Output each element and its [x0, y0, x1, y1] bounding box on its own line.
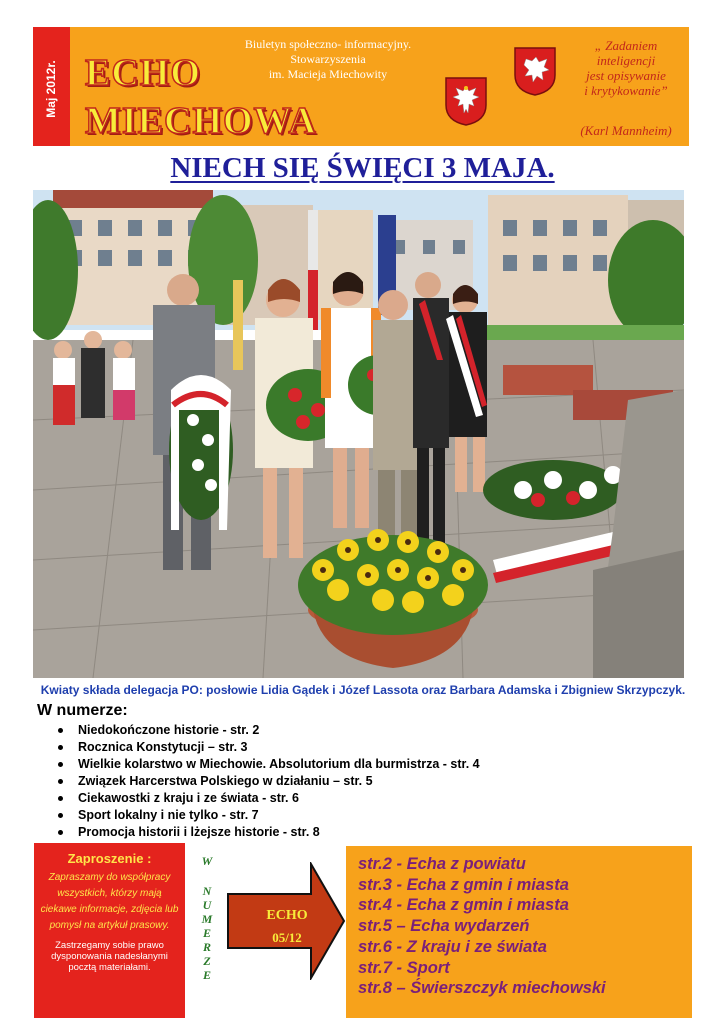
bulletin-subtitle: [223, 37, 433, 82]
invitation-title-suffix: :: [143, 851, 152, 866]
arrow-issue-number: 05/12: [272, 930, 302, 945]
bulletin-line: Biuletyn społeczno- informacyjny.: [244, 37, 412, 51]
index-item: str.7 - Sport: [358, 958, 450, 977]
vertical-letter: W: [201, 854, 213, 868]
vertical-letter: Z: [203, 954, 211, 968]
index-item: str.4 - Echa z gmin i miasta: [358, 896, 569, 915]
list-item: Promocja historii i lżejsze historie - str. 8: [58, 824, 480, 841]
poland-eagle-crest-icon: [443, 75, 489, 127]
vertical-letter: R: [202, 940, 211, 954]
logo-echo: ECHO: [85, 52, 201, 94]
vertical-letter: E: [202, 968, 211, 982]
vertical-letter: M: [201, 912, 213, 926]
issue-date: Maj 2012r.: [44, 60, 58, 118]
vertical-letter: U: [202, 898, 212, 912]
list-item: Rocznica Konstytucji – str. 3: [58, 739, 480, 756]
bulletin-line: Stowarzyszenia: [290, 52, 366, 66]
vertical-letter: E: [202, 926, 211, 940]
headline-text: NIECH SIĘ ŚWIĘCI 3 MAJA.: [170, 152, 555, 184]
contents-title: W numerze:: [37, 702, 128, 719]
motto-quote: [566, 38, 686, 98]
ceremony-photo: [33, 190, 684, 678]
vertical-letter: N: [202, 884, 212, 898]
list-item: Niedokończone historie - str. 2: [58, 722, 480, 739]
date-strip: [33, 27, 70, 146]
index-item: str.5 – Echa wydarzeń: [358, 917, 530, 936]
vertical-label: [200, 854, 214, 982]
quote-author: (Karl Mannheim): [580, 123, 672, 138]
headline: [0, 152, 725, 185]
list-item: Związek Harcerstwa Polskiego w działaniu – str. 5: [58, 773, 480, 790]
quote-line: „ Zadaniem: [594, 38, 658, 53]
quote-line: jest opisywanie: [586, 68, 666, 83]
index-item: str.6 - Z kraju i ze świata: [358, 937, 547, 956]
invitation-title: [40, 851, 179, 866]
index-item: str.3 - Echa z gmin i miasta: [358, 875, 569, 894]
contents-list: [58, 722, 480, 841]
quote-line: inteligencji: [596, 53, 656, 68]
index-item: str.2 - Echa z powiatu: [358, 855, 526, 873]
arrow-echo-label: ECHO: [266, 908, 308, 923]
invitation-title-text: Zaproszenie: [67, 851, 144, 866]
list-item: Sport lokalny i nie tylko - str. 7: [58, 807, 480, 824]
photo-caption: Kwiaty składa delegacja PO: posłowie Lidia Gądek i Józef Lassota oraz Barbara Adamska i Zbigniew Skrzypczyk.: [40, 683, 686, 697]
invitation-box: [34, 843, 185, 1018]
miechow-crest-icon: [512, 45, 558, 97]
list-item: Wielkie kolarstwo w Miechowie. Absolutorium dla burmistrza - str. 4: [58, 756, 480, 773]
invitation-body: Zapraszamy do współpracy wszystkich, którzy mają ciekawe informacje, zdjęcia lub pomysł na artykuł prasowy.: [40, 872, 179, 931]
masthead: [33, 27, 689, 146]
invitation-note: Zastrzegamy sobie prawo dysponowania nadesłanymi pocztą materiałami.: [51, 940, 168, 973]
logo-miechowa: MIECHOWA: [85, 100, 317, 142]
bulletin-line: im. Macieja Miechowity: [268, 67, 388, 81]
vertical-gap: [200, 868, 214, 884]
ceremony-photo-illustration: [33, 190, 684, 678]
page-index-box: [346, 846, 692, 1018]
list-item: Ciekawostki z kraju i ze świata - str. 6: [58, 790, 480, 807]
index-item: str.8 – Świerszczyk miechowski: [358, 979, 606, 998]
quote-line: i krytykowanie”: [584, 83, 668, 98]
